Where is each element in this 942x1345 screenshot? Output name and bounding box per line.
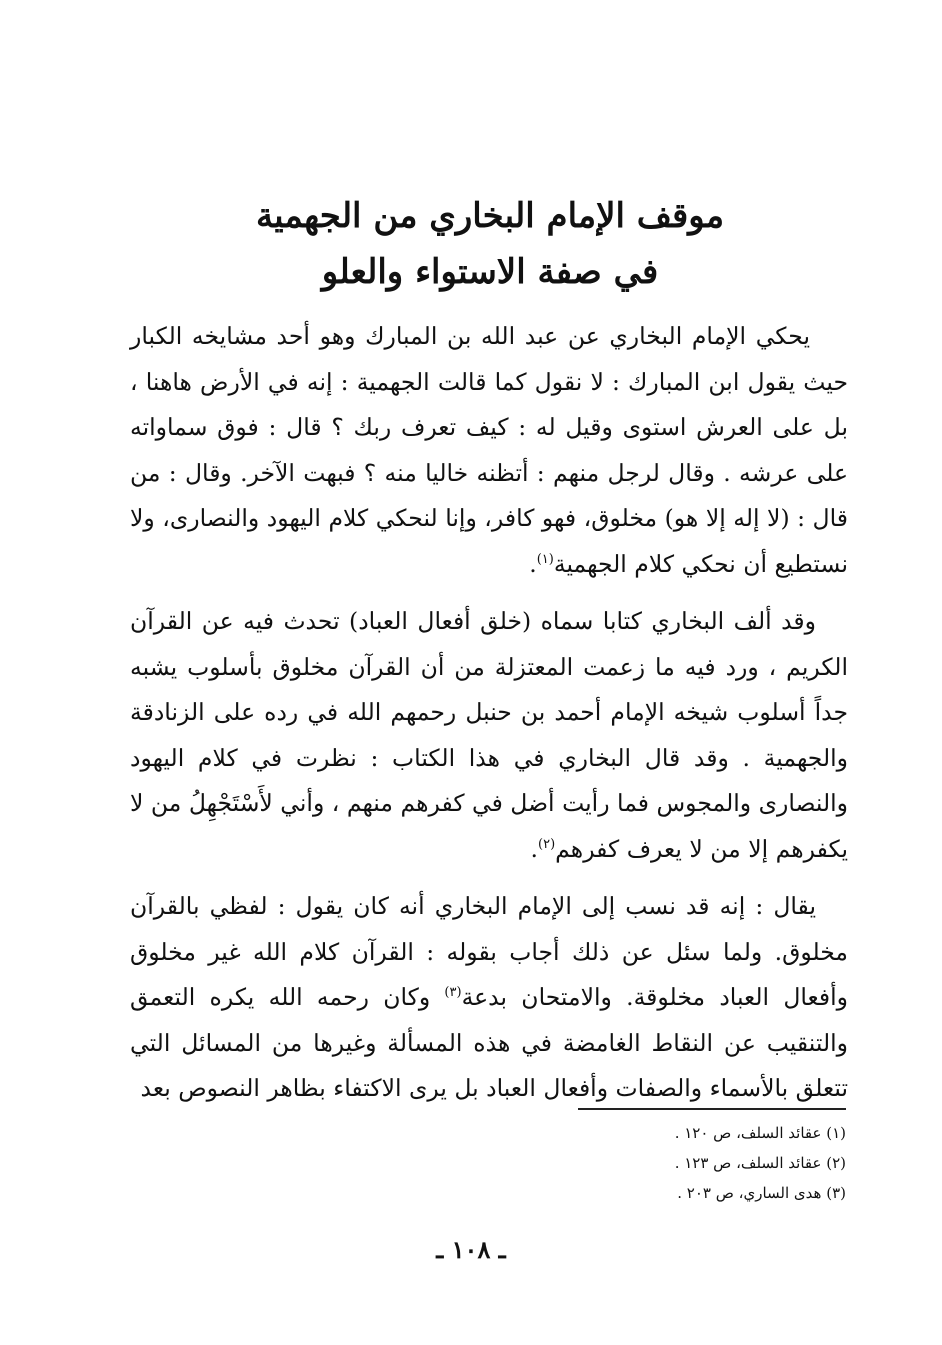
paragraph-3-text-after: وكان رحمه الله يكره التعمق والتنقيب عن النقاط الغامضة في هذه المسألة وغيرها من المسائل التي تتعلق بالأسماء والصفات وأفعال العباد بل يرى الاكتفاء بظاهر النصوص بعد	[130, 983, 848, 1102]
paragraph-1-end: .	[529, 549, 537, 578]
footnote-ref-3: (٣)	[444, 985, 462, 1001]
title-line-1: موقف الإمام البخاري من الجهمية	[255, 196, 725, 236]
footnote-1: (١) عقائد السلف، ص ١٢٠ .	[674, 1124, 846, 1142]
footnote-divider	[578, 1108, 846, 1110]
footnote-3: (٣) هدى الساري، ص ٢٠٣ .	[677, 1184, 846, 1202]
paragraph-2-end: .	[530, 834, 539, 863]
footnote-ref-2: (٢)	[538, 836, 556, 852]
title-line-2: في صفة الاستواء والعلو	[321, 252, 659, 292]
paragraph-1	[130, 314, 848, 587]
paragraph-3	[130, 884, 848, 1112]
footnotes	[520, 1118, 846, 1208]
paragraph-2-text: وقد ألف البخاري كتابا سماه (خلق أفعال العباد) تحدث فيه عن القرآن الكريم ، ورد فيه ما زعمت المعتزلة من أن القرآن مخلوق بأسلوب يشبه جداً أسلوب شيخه الإمام أحمد بن حنبل رحمهم الله في رده على الزنادقة والجهمية . وقد قال البخاري في هذا الكتاب : نظرت في كلام اليهود والنصارى والمجوس فما رأيت أضل في كفرهم منهم ، وأني لأَسْتَجْهِلُ من لا يكفرهم إلا من لا يعرف كفرهم	[130, 607, 848, 863]
body-text	[130, 314, 848, 1112]
footnote-ref-1: (١)	[536, 551, 554, 567]
paragraph-2	[130, 599, 848, 872]
footnote-2: (٢) عقائد السلف، ص ١٢٣ .	[674, 1154, 846, 1172]
paragraph-3-text-before: يقال : إنه قد نسب إلى الإمام البخاري أنه كان يقول : لفظي بالقرآن مخلوق. ولما سئل عن ذلك أجاب بقوله : القرآن كلام الله غير مخلوق وأفعال العباد مخلوقة. والامتحان بدعة	[130, 892, 849, 1011]
page-number: ـ ١٠٨ ـ	[436, 1235, 506, 1264]
paragraph-1-text: يحكي الإمام البخاري عن عبد الله بن المبارك وهو أحد مشايخه الكبار حيث يقول ابن المبارك : لا نقول كما قالت الجهمية : إنه في الأرض هاهنا ، بل على العرش استوى وقيل له : كيف تعرف ربك ؟ قال : فوق سماواته على عرشه . وقال لرجل منهم : أتظنه خاليا منه ؟ فبهت الآخر. وقال : من قال : (لا إله إلا هو) مخلوق، فهو كافر، وإنا لنحكي كلام اليهود والنصارى، ولا نستطيع أن نحكي كلام الجهمية	[130, 322, 848, 578]
